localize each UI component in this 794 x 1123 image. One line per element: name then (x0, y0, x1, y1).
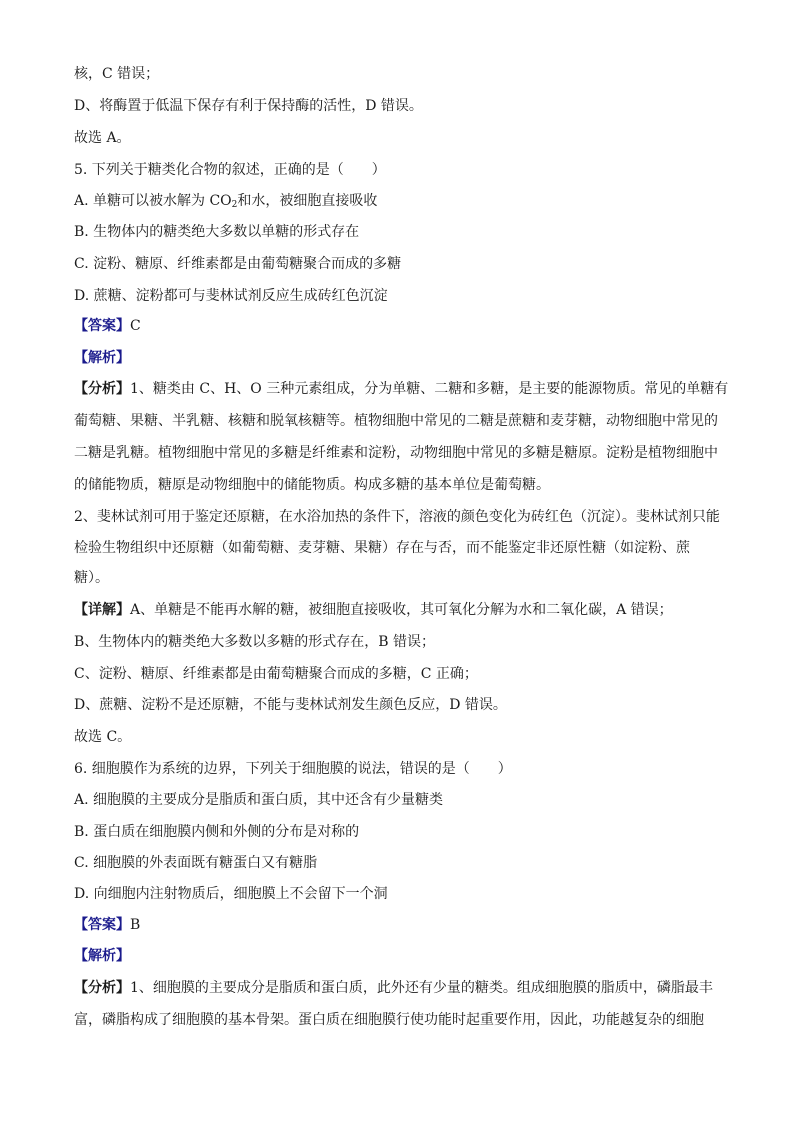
question-6-option-c: C. 细胞膜的外表面既有糖蛋白又有糖脂 (74, 855, 318, 871)
analysis-label: 【分析】 (74, 980, 130, 996)
choice-line: 故选 C。 (74, 729, 132, 745)
answer-label: 【答案】 (74, 917, 130, 933)
detail-line: B、生物体内的糖类绝大多数以多糖的形式存在，B 错误； (74, 634, 436, 650)
question-6-stem: 6. 细胞膜作为系统的边界，下列关于细胞膜的说法，错误的是（ ） (74, 761, 512, 777)
detail-line (74, 600, 673, 620)
analysis-line: 的储能物质，糖原是动物细胞中的储能物质。构成多糖的基本单位是葡萄糖。 (74, 477, 550, 493)
option-a-text-tail: 和水，被细胞直接吸收 (237, 193, 378, 209)
answer-label: 【答案】 (74, 318, 130, 334)
question-5-option-c: C. 淀粉、糖原、纤维素都是由葡萄糖聚合而成的多糖 (74, 256, 402, 272)
question-6-option-a: A. 细胞膜的主要成分是脂质和蛋白质，其中还含有少量糖类 (74, 792, 444, 808)
analysis-heading: 【解析】 (74, 350, 130, 366)
analysis-text: 1、糖类由 C、H、O 三种元素组成，分为单糖、二糖和多糖，是主要的能源物质。常见的单糖有 (130, 381, 729, 397)
analysis-line: 富，磷脂构成了细胞膜的基本骨架。蛋白质在细胞膜行使功能时起重要作用，因此，功能越复杂的细胞 (74, 1012, 704, 1028)
detail-line: D、蔗糖、淀粉不是还原糖，不能与斐林试剂发生颜色反应，D 错误。 (74, 697, 507, 713)
analysis-line: 检验生物组织中还原糖（如葡萄糖、麦芽糖、果糖）存在与否，而不能鉴定非还原性糖（如淀粉、蔗 (74, 540, 690, 556)
detail-label: 【详解】 (74, 602, 130, 618)
text-line: D、将酶置于低温下保存有利于保持酶的活性，D 错误。 (74, 98, 423, 114)
answer-value: B (130, 917, 141, 933)
analysis-line: 葡萄糖、果糖、半乳糖、核糖和脱氧核糖等。植物细胞中常见的二糖是蔗糖和麦芽糖，动物细胞中常见的 (74, 413, 718, 429)
question-5-stem: 5. 下列关于糖类化合物的叙述，正确的是（ ） (74, 162, 386, 178)
analysis-line: 2、斐林试剂可用于鉴定还原糖，在水浴加热的条件下，溶液的颜色变化为砖红色（沉淀）。斐林试剂只能 (74, 509, 720, 525)
analysis-line: 二糖是乳糖。植物细胞中常见的多糖是纤维素和淀粉，动物细胞中常见的多糖是糖原。淀粉是植物细胞中 (74, 445, 718, 461)
analysis-line (74, 379, 728, 399)
detail-text: A、单糖是不能再水解的糖，被细胞直接吸收，其可氧化分解为水和二氧化碳，A 错误； (130, 602, 673, 618)
answer-5 (74, 316, 141, 336)
text-line: 核，C 错误； (74, 66, 160, 82)
question-5-option-b: B. 生物体内的糖类绝大多数以单糖的形式存在 (74, 224, 360, 240)
detail-line: C、淀粉、糖原、纤维素都是由葡萄糖聚合而成的多糖，C 正确； (74, 666, 478, 682)
analysis-line: 糖）。 (74, 570, 109, 586)
subscript-2: 2 (231, 200, 238, 210)
answer-6 (74, 915, 140, 935)
answer-value: C (130, 318, 141, 334)
analysis-line (74, 978, 713, 998)
text-line: 故选 A。 (74, 130, 131, 146)
analysis-label: 【分析】 (74, 381, 130, 397)
analysis-text: 1、细胞膜的主要成分是脂质和蛋白质，此外还有少量的糖类。组成细胞膜的脂质中，磷脂最丰 (130, 980, 713, 996)
analysis-heading: 【解析】 (74, 948, 130, 964)
question-6-option-d: D. 向细胞内注射物质后，细胞膜上不会留下一个洞 (74, 886, 388, 902)
question-5-option-a (74, 191, 377, 215)
option-a-text: A. 单糖可以被水解为 CO (74, 193, 232, 209)
question-6-option-b: B. 蛋白质在细胞膜内侧和外侧的分布是对称的 (74, 824, 360, 840)
question-5-option-d: D. 蔗糖、淀粉都可与斐林试剂反应生成砖红色沉淀 (74, 288, 388, 304)
